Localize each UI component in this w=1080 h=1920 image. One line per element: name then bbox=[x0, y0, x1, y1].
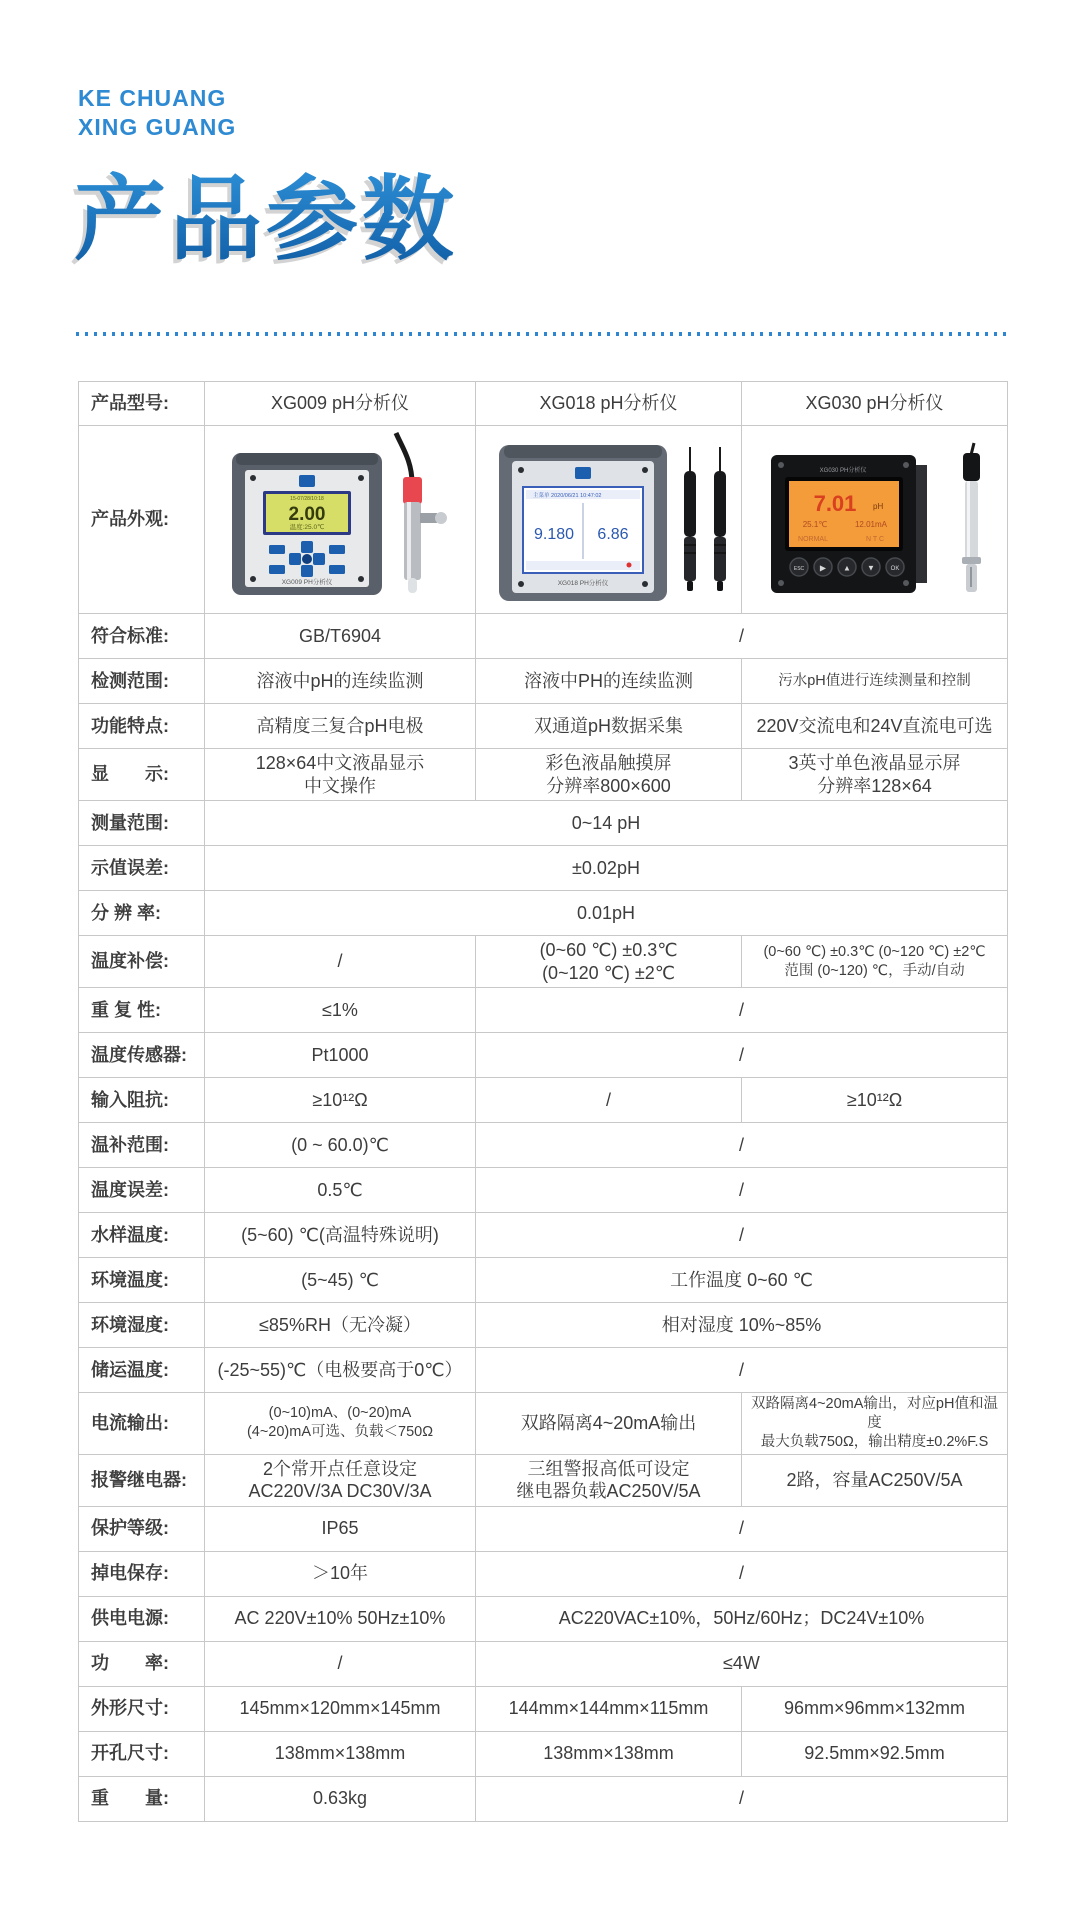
model-header-label: 产品型号: bbox=[79, 382, 205, 426]
spec-label: 开孔尺寸: bbox=[79, 1731, 205, 1776]
table-row bbox=[79, 1168, 1008, 1213]
spec-value: 145mm×120mm×145mm bbox=[205, 1686, 476, 1731]
spec-label: 环境温度: bbox=[79, 1258, 205, 1303]
spec-value: 2个常开点任意设定 AC220V/3A DC30V/3A bbox=[205, 1454, 476, 1506]
xg030-electrode bbox=[962, 443, 981, 592]
table-row bbox=[79, 1303, 1008, 1348]
spec-value: 双路隔离4~20mA输出，对应pH值和温度 最大负载750Ω，输出精度±0.2%F.S bbox=[742, 1393, 1008, 1455]
spec-value: / bbox=[476, 1213, 1008, 1258]
xg009-screen-sub: 温度:25.0℃ bbox=[289, 523, 324, 531]
spec-label: 温度传感器: bbox=[79, 1033, 205, 1078]
spec-value: / bbox=[476, 1506, 1008, 1551]
spec-value: (-25~55)℃（电极要高于0℃） bbox=[205, 1348, 476, 1393]
spec-label: 重 复 性: bbox=[79, 988, 205, 1033]
xg030-temp: 25.1℃ bbox=[802, 519, 827, 529]
svg-text:ESC: ESC bbox=[793, 565, 804, 572]
spec-value: (0~60 ℃) ±0.3℃ (0~120 ℃) ±2℃ bbox=[476, 936, 742, 988]
xg030-ph-value: 7.01 bbox=[813, 490, 856, 516]
spec-label: 温补范围: bbox=[79, 1123, 205, 1168]
spec-value: 污水pH值进行连续测量和控制 bbox=[742, 659, 1008, 704]
spec-value: / bbox=[476, 1551, 1008, 1596]
table-row bbox=[79, 936, 1008, 988]
spec-value: 相对湿度 10%~85% bbox=[476, 1303, 1008, 1348]
spec-value: / bbox=[476, 1123, 1008, 1168]
spec-value: 双通道pH数据采集 bbox=[476, 704, 742, 749]
table-row bbox=[79, 1348, 1008, 1393]
spec-value: GB/T6904 bbox=[205, 614, 476, 659]
model-name-xg009: XG009 pH分析仪 bbox=[205, 382, 476, 426]
xg030-ph-unit: pH bbox=[872, 501, 883, 511]
spec-label: 温度误差: bbox=[79, 1168, 205, 1213]
xg030-titleplate: XG030 PH分析仪 bbox=[819, 467, 866, 474]
spec-value: Pt1000 bbox=[205, 1033, 476, 1078]
spec-label: 储运温度: bbox=[79, 1348, 205, 1393]
table-row bbox=[79, 988, 1008, 1033]
table-row bbox=[79, 1776, 1008, 1821]
spec-value: 128×64中文液晶显示 中文操作 bbox=[205, 749, 476, 801]
spec-value: (0 ~ 60.0)℃ bbox=[205, 1123, 476, 1168]
xg030-photo-cell bbox=[742, 426, 1008, 614]
xg030-ma: 12.01mA bbox=[854, 519, 887, 529]
spec-value: 0.5℃ bbox=[205, 1168, 476, 1213]
xg018-nameplate: XG018 PH分析仪 bbox=[557, 579, 608, 587]
spec-label: 保护等级: bbox=[79, 1506, 205, 1551]
xg009-nameplate: XG009 PH分析仪 bbox=[281, 578, 332, 586]
spec-value: 三组警报高低可设定 继电器负载AC250V/5A bbox=[476, 1454, 742, 1506]
spec-value: / bbox=[476, 1348, 1008, 1393]
spec-label: 环境湿度: bbox=[79, 1303, 205, 1348]
spec-value: 0.63kg bbox=[205, 1776, 476, 1821]
spec-value: ≥10¹²Ω bbox=[205, 1078, 476, 1123]
spec-label: 示值误差: bbox=[79, 846, 205, 891]
svg-text:▼: ▼ bbox=[866, 563, 875, 572]
spec-label: 温度补偿: bbox=[79, 936, 205, 988]
spec-value: 双路隔离4~20mA输出 bbox=[476, 1393, 742, 1455]
brand-text bbox=[78, 84, 236, 142]
spec-label: 掉电保存: bbox=[79, 1551, 205, 1596]
table-row bbox=[79, 801, 1008, 846]
spec-value: / bbox=[476, 1168, 1008, 1213]
spec-value: / bbox=[205, 936, 476, 988]
xg009-device-image bbox=[206, 427, 475, 613]
spec-label: 功能特点: bbox=[79, 704, 205, 749]
table-row bbox=[79, 1596, 1008, 1641]
spec-value: / bbox=[476, 614, 1008, 659]
xg009-photo-cell bbox=[205, 426, 476, 614]
xg009-red-connector bbox=[403, 477, 422, 504]
spec-value: ＞10年 bbox=[205, 1551, 476, 1596]
spec-value: (0~10)mA、(0~20)mA (4~20)mA可选、负载＜750Ω bbox=[205, 1393, 476, 1455]
spec-value: 92.5mm×92.5mm bbox=[742, 1731, 1008, 1776]
spec-label: 供电电源: bbox=[79, 1596, 205, 1641]
spec-label: 显 示: bbox=[79, 749, 205, 801]
spec-label: 测量范围: bbox=[79, 801, 205, 846]
table-row bbox=[79, 1033, 1008, 1078]
spec-value: 彩色液晶触摸屏 分辨率800×600 bbox=[476, 749, 742, 801]
xg018-photo-cell bbox=[476, 426, 742, 614]
spec-value: ≤4W bbox=[476, 1641, 1008, 1686]
svg-text:15-07/28/10:18: 15-07/28/10:18 bbox=[289, 495, 324, 502]
xg030-ntc: N T C bbox=[865, 535, 884, 543]
spec-value: 2路，容量AC250V/5A bbox=[742, 1454, 1008, 1506]
table-row bbox=[79, 1731, 1008, 1776]
appearance-label: 产品外观: bbox=[79, 426, 205, 614]
spec-label: 外形尺寸: bbox=[79, 1686, 205, 1731]
xg018-device-image bbox=[477, 427, 741, 613]
spec-value: (5~45) ℃ bbox=[205, 1258, 476, 1303]
model-header-row bbox=[79, 382, 1008, 426]
table-row bbox=[79, 1123, 1008, 1168]
spec-value: (5~60) ℃(高温特殊说明) bbox=[205, 1213, 476, 1258]
table-row bbox=[79, 891, 1008, 936]
table-row bbox=[79, 1454, 1008, 1506]
spec-value: / bbox=[476, 1078, 742, 1123]
model-name-xg030: XG030 pH分析仪 bbox=[742, 382, 1008, 426]
table-row bbox=[79, 704, 1008, 749]
table-row bbox=[79, 1506, 1008, 1551]
spec-value: ≥10¹²Ω bbox=[742, 1078, 1008, 1123]
spec-value: 0.01pH bbox=[205, 891, 1008, 936]
spec-value: AC 220V±10% 50Hz±10% bbox=[205, 1596, 476, 1641]
brand-line-1: KE CHUANG bbox=[78, 85, 227, 111]
appearance-row bbox=[79, 426, 1008, 614]
spec-value: 溶液中pH的连续监测 bbox=[205, 659, 476, 704]
spec-label: 水样温度: bbox=[79, 1213, 205, 1258]
spec-label: 报警继电器: bbox=[79, 1454, 205, 1506]
table-row bbox=[79, 1258, 1008, 1303]
svg-text:▲: ▲ bbox=[842, 563, 851, 572]
brand-line-2: XING GUANG bbox=[78, 114, 237, 140]
spec-value: 138mm×138mm bbox=[476, 1731, 742, 1776]
spec-value: / bbox=[476, 988, 1008, 1033]
table-row bbox=[79, 749, 1008, 801]
svg-text:主菜单 2020/06/21 10:47:02: 主菜单 2020/06/21 10:47:02 bbox=[532, 492, 601, 499]
spec-value: 96mm×96mm×132mm bbox=[742, 1686, 1008, 1731]
xg030-status: NORMAL bbox=[797, 535, 828, 543]
table-row bbox=[79, 1641, 1008, 1686]
table-row bbox=[79, 659, 1008, 704]
spec-label: 功 率: bbox=[79, 1641, 205, 1686]
spec-label: 检测范围: bbox=[79, 659, 205, 704]
spec-label: 分 辨 率: bbox=[79, 891, 205, 936]
xg018-logo bbox=[575, 467, 591, 479]
table-row bbox=[79, 1686, 1008, 1731]
xg009-cable bbox=[396, 433, 412, 483]
spec-value: 0~14 pH bbox=[205, 801, 1008, 846]
svg-text:OK: OK bbox=[890, 565, 899, 572]
xg009-electrode bbox=[404, 502, 421, 580]
xg009-logo bbox=[299, 475, 315, 487]
spec-value: IP65 bbox=[205, 1506, 476, 1551]
table-row bbox=[79, 1213, 1008, 1258]
spec-label: 符合标准: bbox=[79, 614, 205, 659]
spec-table bbox=[78, 381, 1008, 1822]
xg018-probe-1 bbox=[684, 447, 696, 591]
xg030-device-image bbox=[743, 427, 1007, 613]
table-row bbox=[79, 1393, 1008, 1455]
model-name-xg018: XG018 pH分析仪 bbox=[476, 382, 742, 426]
spec-label: 输入阻抗: bbox=[79, 1078, 205, 1123]
spec-value: / bbox=[476, 1033, 1008, 1078]
spec-value: / bbox=[205, 1641, 476, 1686]
spec-value: ±0.02pH bbox=[205, 846, 1008, 891]
spec-value: 144mm×144mm×115mm bbox=[476, 1686, 742, 1731]
table-row bbox=[79, 1078, 1008, 1123]
spec-value: 溶液中PH的连续监测 bbox=[476, 659, 742, 704]
xg009-screen-value: 2.00 bbox=[288, 503, 325, 525]
spec-value: 220V交流电和24V直流电可选 bbox=[742, 704, 1008, 749]
spec-value: ≤1% bbox=[205, 988, 476, 1033]
page-title: 产品参数 bbox=[74, 146, 458, 278]
spec-value: ≤85%RH（无冷凝） bbox=[205, 1303, 476, 1348]
dotted-divider bbox=[76, 332, 1007, 336]
xg018-probe-2 bbox=[714, 447, 726, 591]
xg018-screen-right-value: 6.86 bbox=[596, 525, 629, 543]
spec-label: 重 量: bbox=[79, 1776, 205, 1821]
table-row bbox=[79, 1551, 1008, 1596]
spec-value: 工作温度 0~60 ℃ bbox=[476, 1258, 1008, 1303]
spec-value: 高精度三复合pH电极 bbox=[205, 704, 476, 749]
table-row bbox=[79, 614, 1008, 659]
spec-value: 3英寸单色液晶显示屏 分辨率128×64 bbox=[742, 749, 1008, 801]
spec-label: 电流输出: bbox=[79, 1393, 205, 1455]
xg018-screen-left-value: 9.180 bbox=[533, 525, 574, 543]
spec-value: / bbox=[476, 1776, 1008, 1821]
table-row bbox=[79, 846, 1008, 891]
spec-table-body bbox=[79, 382, 1008, 1822]
spec-value: AC220VAC±10%，50Hz/60Hz；DC24V±10% bbox=[476, 1596, 1008, 1641]
svg-text:▶: ▶ bbox=[819, 563, 826, 572]
spec-value: 138mm×138mm bbox=[205, 1731, 476, 1776]
spec-value: (0~60 ℃) ±0.3℃ (0~120 ℃) ±2℃ 范围 (0~120) ℃，手动/自动 bbox=[742, 936, 1008, 988]
